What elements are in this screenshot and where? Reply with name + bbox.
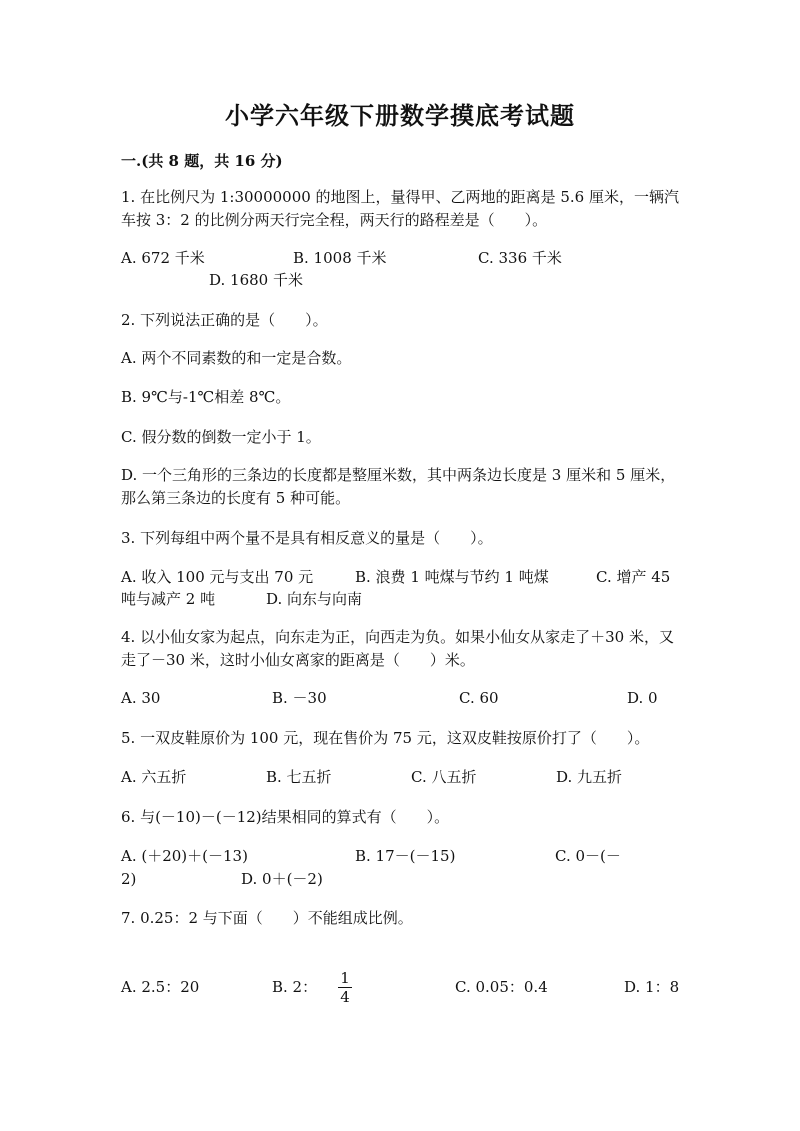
question-4-stem: 4. 以小仙女家为起点，向东走为正，向西走为负。如果小仙女从家走了＋30 米，又走了－30 米，这时小仙女离家的距离是（ ）米。: [121, 628, 674, 669]
q3-option-d: D. 向东与向南: [266, 590, 363, 608]
q1-option-a: A. 672 千米: [121, 249, 205, 267]
q7-option-c: C. 0.05：0.4: [455, 978, 548, 996]
q5-option-a: A. 六五折: [121, 768, 187, 786]
q6-option-c: C. 0－(－: [555, 847, 621, 865]
page-title: 小学六年级下册数学摸底考试题: [225, 101, 575, 130]
question-2-stem: 2. 下列说法正确的是（ ）。: [121, 311, 328, 329]
q4-option-d: D. 0: [627, 689, 658, 707]
q6-option-d: D. 0＋(－2): [241, 870, 323, 888]
q7-option-d: D. 1：8: [624, 978, 680, 996]
q2-option-b: B. 9℃与-1℃相差 8℃。: [121, 388, 291, 406]
fraction-numerator: 1: [340, 969, 350, 987]
q6-option-c-continued: 2): [121, 870, 137, 888]
q1-option-c: C. 336 千米: [478, 249, 562, 267]
question-1-stem: 1. 在比例尺为 1:30000000 的地图上，量得甲、乙两地的距离是 5.6 厘米，一辆汽车按 3：2 的比例分两天行完全程，两天行的路程差是（ ）。: [121, 188, 679, 229]
q7-option-a: A. 2.5：20: [121, 978, 200, 996]
q6-option-b: B. 17－(－15): [355, 847, 456, 865]
question-3-stem: 3. 下列每组中两个量不是具有相反意义的量是（ ）。: [121, 529, 493, 547]
q2-option-d: D. 一个三角形的三条边的长度都是整厘米数，其中两条边长度是 3 厘米和 5 厘米，那么第三条边的长度有 5 种可能。: [121, 466, 676, 507]
fraction-denominator: 4: [340, 988, 350, 1006]
q4-option-b: B. －30: [272, 689, 327, 707]
q1-option-d: D. 1680 千米: [209, 271, 303, 289]
q3-option-c: C. 增产 45: [596, 568, 671, 586]
question-7-stem: 7. 0.25：2 与下面（ ）不能组成比例。: [121, 909, 413, 927]
q1-option-b: B. 1008 千米: [293, 249, 387, 267]
q7-option-b: B. 2：: [272, 978, 318, 996]
q5-option-d: D. 九五折: [556, 768, 623, 786]
q6-option-a: A. (＋20)＋(－13): [121, 847, 248, 865]
q4-option-a: A. 30: [121, 689, 161, 707]
q7-option-b-fraction: [338, 970, 352, 1005]
q5-option-c: C. 八五折: [411, 768, 477, 786]
q2-option-a: A. 两个不同素数的和一定是合数。: [121, 349, 352, 367]
q3-option-c-continued: 吨与减产 2 吨: [121, 590, 216, 608]
q2-option-c: C. 假分数的倒数一定小于 1。: [121, 428, 321, 446]
section-heading: 一.(共 8 题，共 16 分): [121, 152, 283, 170]
question-5-stem: 5. 一双皮鞋原价为 100 元，现在售价为 75 元，这双皮鞋按原价打了（ ）。: [121, 729, 650, 747]
q3-option-b: B. 浪费 1 吨煤与节约 1 吨煤: [355, 568, 549, 586]
q4-option-c: C. 60: [459, 689, 499, 707]
question-6-stem: 6. 与(－10)－(－12)结果相同的算式有（ ）。: [121, 808, 450, 826]
q5-option-b: B. 七五折: [266, 768, 332, 786]
q3-option-a: A. 收入 100 元与支出 70 元: [121, 568, 314, 586]
